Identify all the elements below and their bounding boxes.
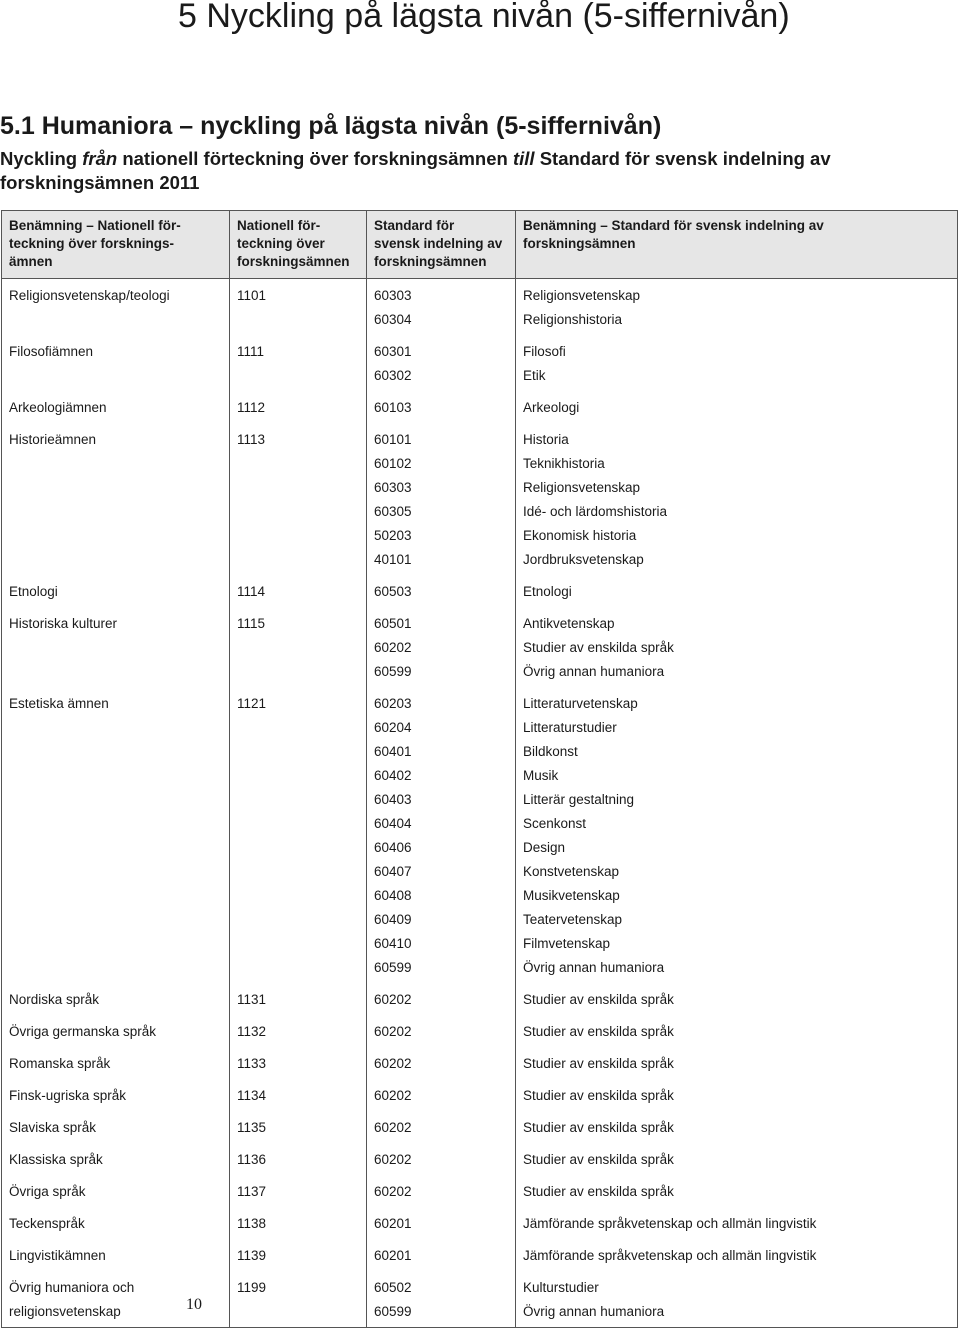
- national-code-cell: [230, 1111, 367, 1143]
- standard-code-line: 60599: [374, 664, 412, 679]
- standard-name-line: Kulturstudier: [523, 1280, 599, 1295]
- standard-name-line: Bildkonst: [523, 744, 578, 759]
- national-code-cell: [230, 575, 367, 607]
- standard-code-line: 50203: [374, 528, 412, 543]
- standard-code-line: 60301: [374, 344, 412, 359]
- national-name-cell: [2, 983, 230, 1015]
- standard-code-line: 60202: [374, 1056, 412, 1071]
- national-code: 1131: [237, 992, 267, 1007]
- national-name-cell: [2, 1175, 230, 1207]
- table-row: [2, 1239, 958, 1271]
- header-line: forskningsämnen: [523, 236, 636, 251]
- standard-name-line: Övrig annan humaniora: [523, 960, 665, 975]
- standard-name-cell: [516, 1239, 958, 1271]
- standard-code-line: 60401: [374, 744, 412, 759]
- national-code: 1199: [237, 1280, 267, 1295]
- standard-name-line: Övrig annan humaniora: [523, 664, 665, 679]
- standard-code-cell: [367, 607, 516, 687]
- section-title: 5.1 Humaniora – nyckling på lägsta nivån (5-siffernivån): [0, 112, 662, 140]
- national-name-cell: [2, 335, 230, 391]
- standard-name-line: Religionsvetenskap: [523, 288, 641, 303]
- standard-code-line: 60409: [374, 912, 412, 927]
- header-line: svensk indelning av: [374, 236, 503, 251]
- standard-code-cell: [367, 1271, 516, 1328]
- national-name-line: Övriga germanska språk: [9, 1024, 157, 1039]
- standard-name-line: Studier av enskilda språk: [523, 1120, 674, 1135]
- standard-name-cell: [516, 1111, 958, 1143]
- standard-name-cell: [516, 279, 958, 336]
- standard-code-cell: [367, 1175, 516, 1207]
- standard-code-line: 40101: [374, 552, 412, 567]
- standard-code-cell: [367, 575, 516, 607]
- national-code: 1121: [237, 696, 267, 711]
- header-line: ämnen: [9, 254, 53, 269]
- standard-name-line: Religionshistoria: [523, 312, 623, 327]
- table-subheading: [0, 147, 955, 195]
- standard-code-cell: [367, 335, 516, 391]
- standard-code-line: 60204: [374, 720, 412, 735]
- standard-name-line: Historia: [523, 432, 569, 447]
- standard-name-cell: [516, 607, 958, 687]
- national-name-cell: [2, 687, 230, 983]
- national-name-line: Arkeologiämnen: [9, 400, 107, 415]
- table-row: [2, 607, 958, 687]
- subheading-part-2: från: [82, 148, 118, 169]
- national-code: 1137: [237, 1184, 267, 1199]
- header-line: Standard för: [374, 218, 455, 233]
- national-name-line: Estetiska ämnen: [9, 696, 109, 711]
- standard-name-cell: [516, 1015, 958, 1047]
- national-code-cell: [230, 1175, 367, 1207]
- standard-name-line: Musik: [523, 768, 559, 783]
- standard-name-line: Religionsvetenskap: [523, 480, 641, 495]
- standard-name-line: Litteraturstudier: [523, 720, 617, 735]
- national-code-cell: [230, 1239, 367, 1271]
- standard-name-line: Etik: [523, 368, 546, 383]
- table-header: [2, 211, 958, 279]
- national-code-cell: [230, 335, 367, 391]
- standard-code-line: 60304: [374, 312, 412, 327]
- national-code: 1115: [237, 616, 266, 631]
- standard-name-cell: [516, 1175, 958, 1207]
- standard-code-cell: [367, 279, 516, 336]
- national-code: 1101: [237, 288, 267, 303]
- standard-name-line: Jämförande språkvetenskap och allmän lingvistik: [523, 1216, 817, 1231]
- standard-code-cell: [367, 1207, 516, 1239]
- standard-name-line: Teknikhistoria: [523, 456, 605, 471]
- header-line: teckning över: [237, 236, 325, 251]
- national-name-line: Övriga språk: [9, 1184, 86, 1199]
- standard-name-line: Musikvetenskap: [523, 888, 620, 903]
- standard-name-line: Studier av enskilda språk: [523, 1024, 674, 1039]
- national-name-line: Övrig humaniora och: [9, 1280, 135, 1295]
- standard-name-cell: [516, 983, 958, 1015]
- standard-name-cell: [516, 391, 958, 423]
- national-code-cell: [230, 1079, 367, 1111]
- standard-code-cell: [367, 1015, 516, 1047]
- national-code: 1136: [237, 1152, 267, 1167]
- national-code-cell: [230, 687, 367, 983]
- standard-code-line: 60599: [374, 960, 412, 975]
- standard-code-line: 60402: [374, 768, 412, 783]
- chapter-title: 5 Nyckling på lägsta nivån (5-siffernivån): [178, 0, 790, 35]
- national-code-cell: [230, 1047, 367, 1079]
- national-name-line: Klassiska språk: [9, 1152, 103, 1167]
- header-line: forskningsämnen: [237, 254, 350, 269]
- standard-code-line: 60103: [374, 400, 412, 415]
- national-code: 1134: [237, 1088, 267, 1103]
- standard-name-cell: [516, 1143, 958, 1175]
- national-name-cell: [2, 1015, 230, 1047]
- standard-code-cell: [367, 1079, 516, 1111]
- standard-name-line: Etnologi: [523, 584, 572, 599]
- standard-code-line: 60201: [374, 1216, 412, 1231]
- table-row: [2, 335, 958, 391]
- table-row: [2, 1207, 958, 1239]
- standard-code-line: 60101: [374, 432, 412, 447]
- national-code: 1138: [237, 1216, 267, 1231]
- national-name-cell: [2, 279, 230, 336]
- header-line: Nationell för-: [237, 218, 321, 233]
- standard-name-line: Studier av enskilda språk: [523, 1088, 674, 1103]
- standard-code-line: 60202: [374, 640, 412, 655]
- national-name-cell: [2, 607, 230, 687]
- standard-name-cell: [516, 575, 958, 607]
- national-code-cell: [230, 423, 367, 575]
- national-name-line: Teckenspråk: [9, 1216, 85, 1231]
- national-code-cell: [230, 1271, 367, 1328]
- standard-code-line: 60501: [374, 616, 412, 631]
- standard-code-line: 60599: [374, 1304, 412, 1319]
- standard-code-cell: [367, 983, 516, 1015]
- standard-name-line: Studier av enskilda språk: [523, 1184, 674, 1199]
- national-name-line: religionsvetenskap: [9, 1304, 121, 1319]
- table-row: [2, 1271, 958, 1328]
- national-name-cell: [2, 1047, 230, 1079]
- table-row: [2, 687, 958, 983]
- standard-code-cell: [367, 1047, 516, 1079]
- subheading-part-3: nationell förteckning över forskningsämnen: [117, 148, 513, 169]
- standard-name-line: Jordbruksvetenskap: [523, 552, 644, 567]
- national-code: 1133: [237, 1056, 267, 1071]
- standard-name-cell: [516, 687, 958, 983]
- standard-code-line: 60503: [374, 584, 412, 599]
- national-code-cell: [230, 1015, 367, 1047]
- standard-code-cell: [367, 1111, 516, 1143]
- national-name-line: Romanska språk: [9, 1056, 111, 1071]
- standard-name-line: Scenkonst: [523, 816, 587, 831]
- mapping-table: [1, 210, 958, 1328]
- national-name-line: Historiska kulturer: [9, 616, 118, 631]
- page-number: 10: [186, 1296, 202, 1313]
- standard-name-line: Antikvetenskap: [523, 616, 615, 631]
- national-name-cell: [2, 391, 230, 423]
- standard-name-line: Teatervetenskap: [523, 912, 623, 927]
- subheading-part-1: Nyckling: [0, 148, 83, 169]
- standard-code-cell: [367, 423, 516, 575]
- standard-code-line: 60202: [374, 992, 412, 1007]
- header-national-code: [230, 211, 367, 279]
- header-standard-code: [367, 211, 516, 279]
- standard-name-line: Idé- och lärdomshistoria: [523, 504, 668, 519]
- national-name-cell: [2, 423, 230, 575]
- national-name-line: Filosofiämnen: [9, 344, 94, 359]
- national-name-cell: [2, 1207, 230, 1239]
- subheading-part-5: Standard för svensk indelning av forskningsämnen 2011: [0, 148, 831, 193]
- header-line: Benämning – Nationell för-: [9, 218, 181, 233]
- national-code-cell: [230, 607, 367, 687]
- national-name-cell: [2, 575, 230, 607]
- header-line: teckning över forsknings-: [9, 236, 175, 251]
- national-code: 1112: [237, 400, 266, 415]
- standard-code-line: 60303: [374, 480, 412, 495]
- standard-code-line: 60502: [374, 1280, 412, 1295]
- standard-name-line: Litterär gestaltning: [523, 792, 635, 807]
- national-code: 1114: [237, 584, 266, 599]
- standard-name-line: Filmvetenskap: [523, 936, 611, 951]
- standard-code-line: 60202: [374, 1184, 412, 1199]
- header-row: [2, 211, 958, 279]
- standard-name-cell: [516, 1271, 958, 1328]
- table-row: [2, 1111, 958, 1143]
- standard-name-line: Övrig annan humaniora: [523, 1304, 665, 1319]
- national-code: 1139: [237, 1248, 267, 1263]
- table-body: [2, 279, 958, 1328]
- national-name-cell: [2, 1239, 230, 1271]
- standard-code-cell: [367, 1143, 516, 1175]
- national-name-line: Finsk-ugriska språk: [9, 1088, 127, 1103]
- standard-code-line: 60305: [374, 504, 412, 519]
- table-row: [2, 1015, 958, 1047]
- national-name-line: Historieämnen: [9, 432, 97, 447]
- standard-code-line: 60408: [374, 888, 412, 903]
- national-name-cell: [2, 1079, 230, 1111]
- header-standard-name: [516, 211, 958, 279]
- table-row: [2, 983, 958, 1015]
- standard-code-cell: [367, 1239, 516, 1271]
- standard-name-line: Konstvetenskap: [523, 864, 620, 879]
- header-line: Benämning – Standard för svensk indelning av: [523, 218, 824, 233]
- national-name-line: Religionsvetenskap/teologi: [9, 288, 170, 303]
- standard-code-line: 60202: [374, 1024, 412, 1039]
- national-code: 1132: [237, 1024, 267, 1039]
- standard-code-line: 60404: [374, 816, 412, 831]
- standard-name-cell: [516, 1207, 958, 1239]
- standard-name-line: Jämförande språkvetenskap och allmän lingvistik: [523, 1248, 817, 1263]
- national-code-cell: [230, 279, 367, 336]
- standard-code-line: 60406: [374, 840, 412, 855]
- standard-name-line: Studier av enskilda språk: [523, 640, 674, 655]
- table-row: [2, 1143, 958, 1175]
- national-code-cell: [230, 983, 367, 1015]
- national-code-cell: [230, 1143, 367, 1175]
- national-code: 1113: [237, 432, 266, 447]
- national-name-line: Nordiska språk: [9, 992, 100, 1007]
- standard-name-cell: [516, 1047, 958, 1079]
- national-code-cell: [230, 1207, 367, 1239]
- standard-code-line: 60202: [374, 1152, 412, 1167]
- header-national-name: [2, 211, 230, 279]
- standard-code-line: 60410: [374, 936, 412, 951]
- table-row: [2, 391, 958, 423]
- national-name-cell: [2, 1111, 230, 1143]
- standard-code-line: 60203: [374, 696, 412, 711]
- standard-code-cell: [367, 687, 516, 983]
- standard-name-cell: [516, 1079, 958, 1111]
- standard-name-line: Design: [523, 840, 566, 855]
- national-name-cell: [2, 1143, 230, 1175]
- standard-code-line: 60302: [374, 368, 412, 383]
- national-name-line: Etnologi: [9, 584, 58, 599]
- standard-name-line: Studier av enskilda språk: [523, 992, 674, 1007]
- national-code-cell: [230, 391, 367, 423]
- national-code: 1135: [237, 1120, 267, 1135]
- standard-name-line: Litteraturvetenskap: [523, 696, 638, 711]
- subheading-part-4: till: [512, 148, 535, 169]
- header-line: forskningsämnen: [374, 254, 487, 269]
- standard-code-line: 60201: [374, 1248, 412, 1263]
- table-row: [2, 423, 958, 575]
- national-name-line: Slaviska språk: [9, 1120, 97, 1135]
- table-row: [2, 1175, 958, 1207]
- standard-code-line: 60202: [374, 1088, 412, 1103]
- standard-code-line: 60403: [374, 792, 412, 807]
- national-code: 1111: [237, 344, 265, 359]
- standard-code-cell: [367, 391, 516, 423]
- standard-name-line: Studier av enskilda språk: [523, 1152, 674, 1167]
- standard-name-line: Filosofi: [523, 344, 566, 359]
- standard-code-line: 60102: [374, 456, 412, 471]
- standard-code-line: 60407: [374, 864, 412, 879]
- national-name-line: Lingvistikämnen: [9, 1248, 106, 1263]
- standard-code-line: 60303: [374, 288, 412, 303]
- table-row: [2, 575, 958, 607]
- standard-code-line: 60202: [374, 1120, 412, 1135]
- standard-name-line: Arkeologi: [523, 400, 580, 415]
- standard-name-cell: [516, 423, 958, 575]
- standard-name-line: Ekonomisk historia: [523, 528, 637, 543]
- standard-name-cell: [516, 335, 958, 391]
- standard-name-line: Studier av enskilda språk: [523, 1056, 674, 1071]
- table-row: [2, 1047, 958, 1079]
- table-row: [2, 279, 958, 336]
- table-row: [2, 1079, 958, 1111]
